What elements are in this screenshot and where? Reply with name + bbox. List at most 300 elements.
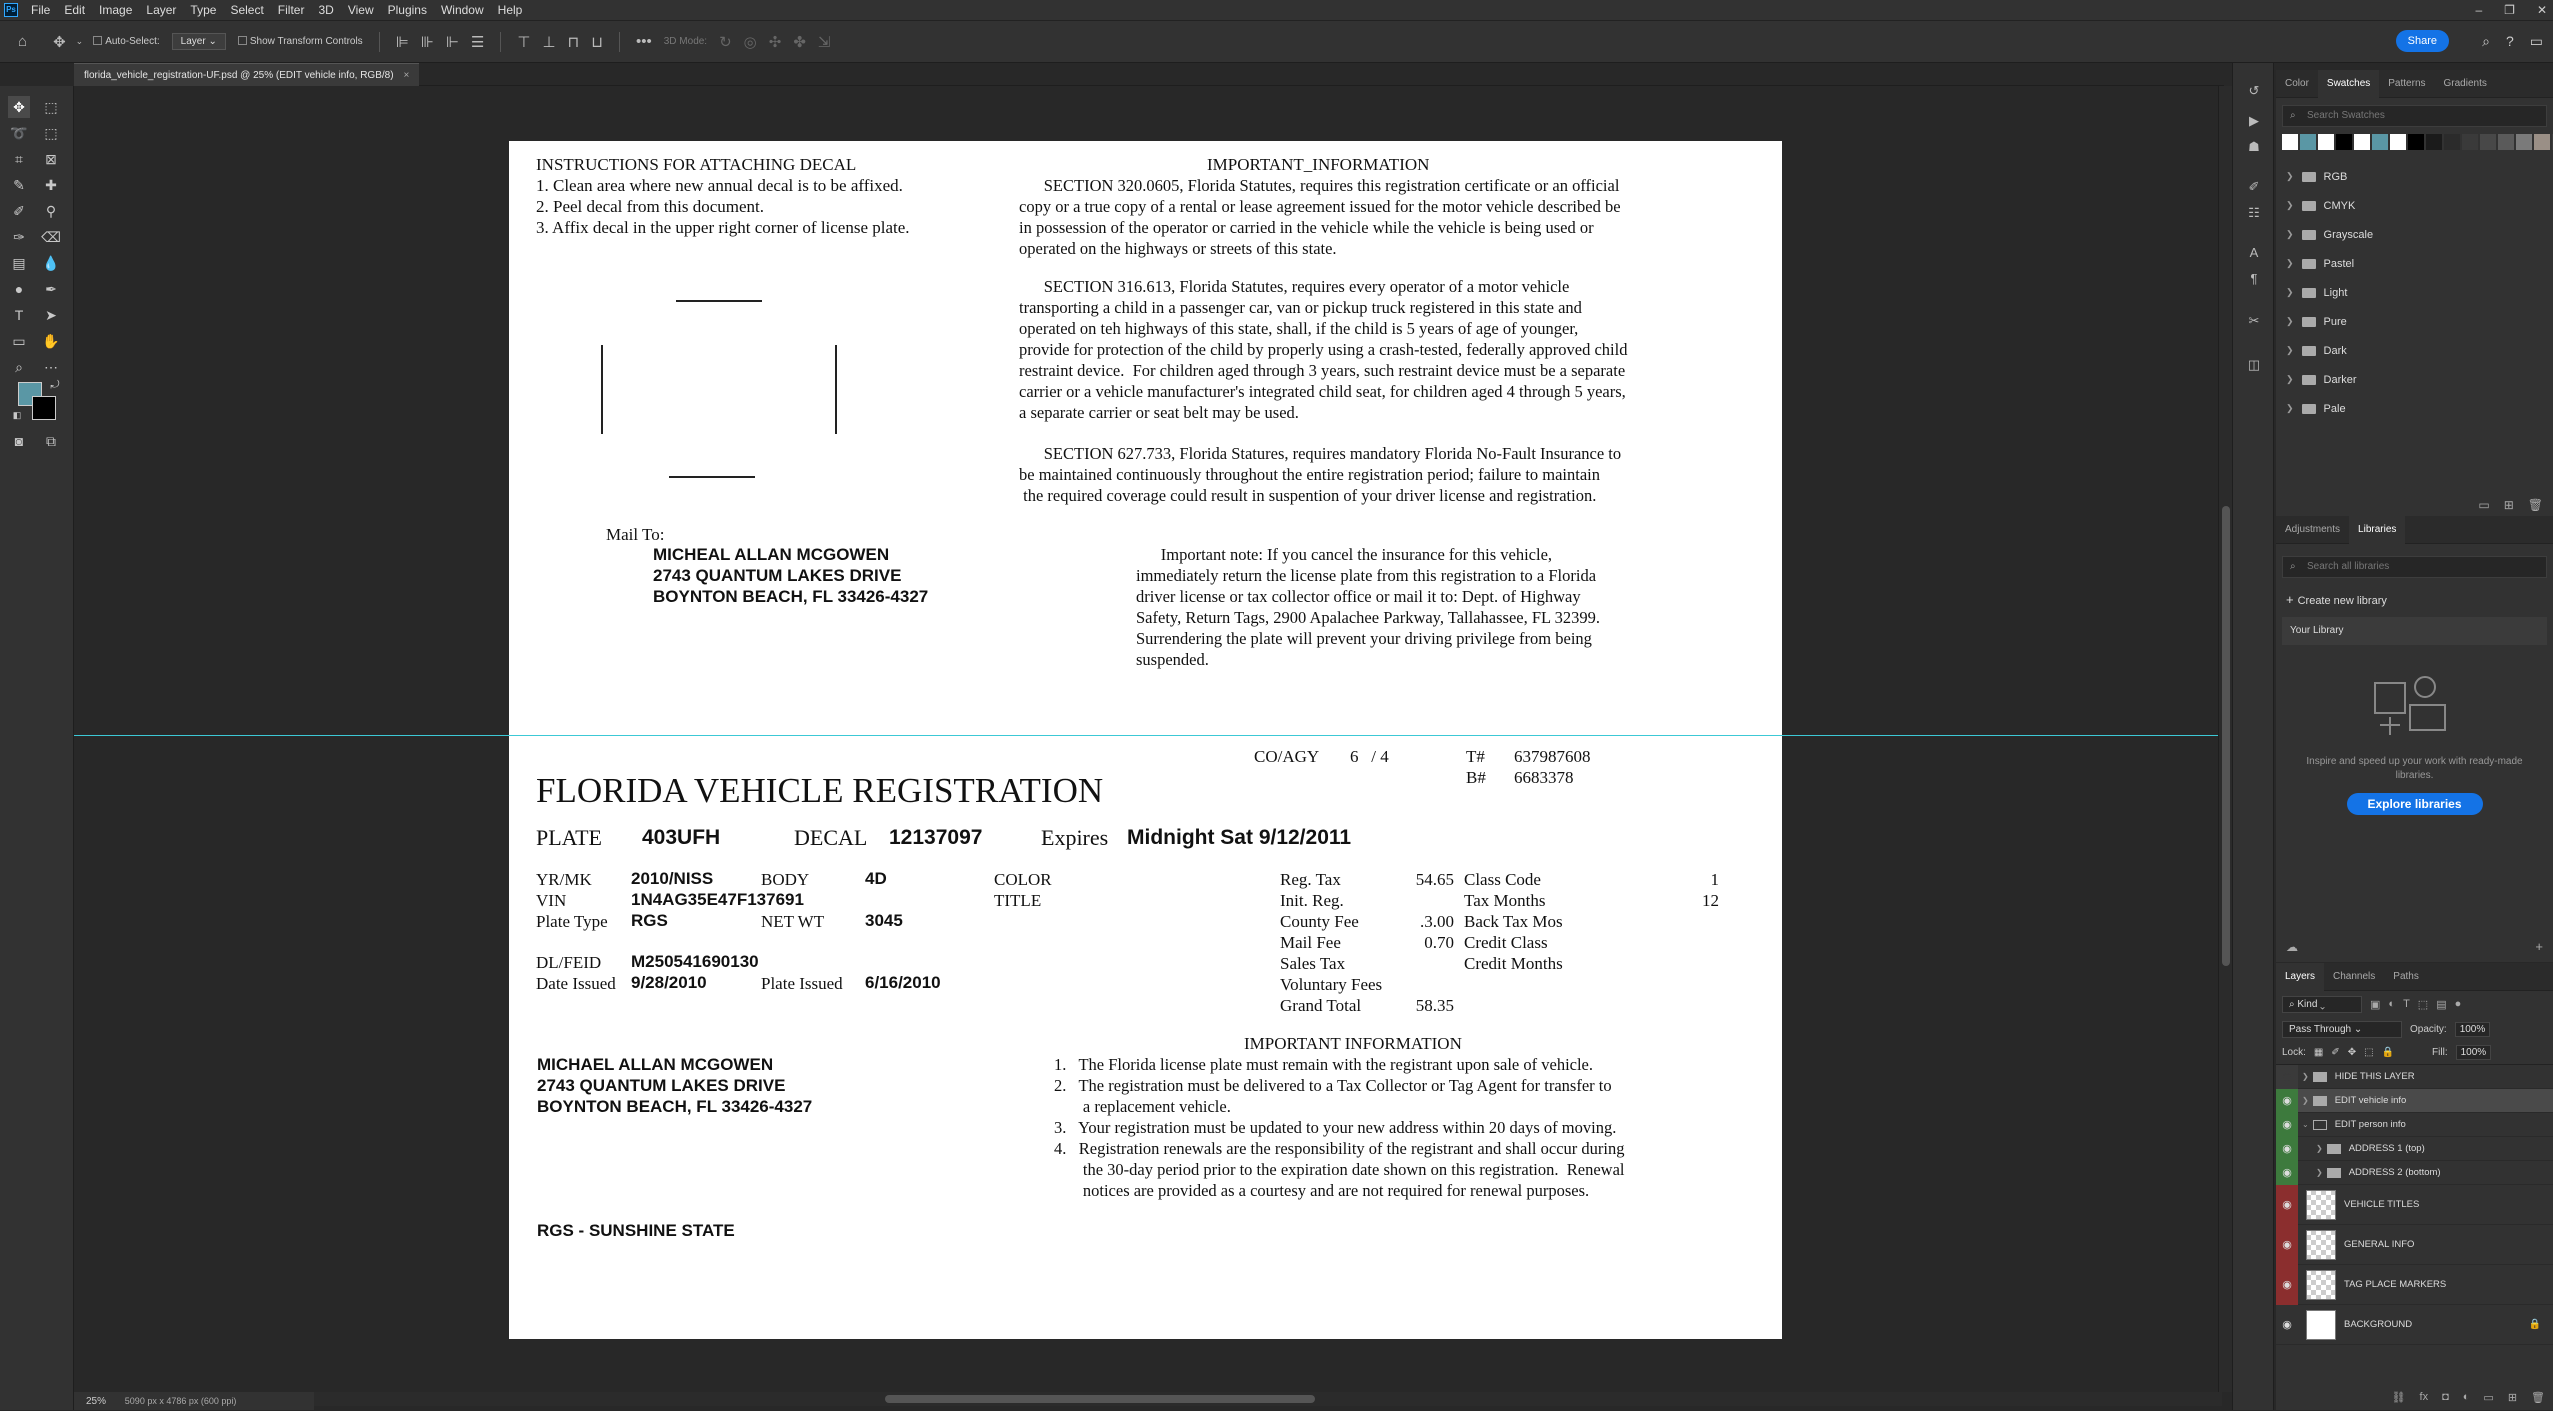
color-swatch[interactable] bbox=[2282, 134, 2298, 150]
chevron-right-icon: ❯ bbox=[2286, 287, 2294, 297]
folder-icon bbox=[2302, 230, 2316, 240]
cloud-icon[interactable]: ☁ bbox=[2286, 940, 2298, 954]
swatch-folder[interactable] bbox=[2276, 365, 2553, 394]
chevron-right-icon[interactable]: ❯ bbox=[2316, 1168, 2323, 1177]
dlfeid-label: DL/FEID bbox=[536, 953, 602, 972]
info-item: 2. The registration must be delivered to a Tax Collector or Tag Agent for transfer to a replacement vehicle. bbox=[1054, 1076, 1612, 1116]
color-swatch[interactable] bbox=[2354, 134, 2370, 150]
menu-layer[interactable]: Layer bbox=[146, 3, 177, 17]
layer-thumbnail bbox=[2306, 1230, 2336, 1260]
chevron-right-icon: ❯ bbox=[2286, 229, 2294, 239]
pen-tool-icon[interactable]: ✒ bbox=[45, 281, 57, 297]
chevron-right-icon: ❯ bbox=[2286, 403, 2294, 413]
menu-window[interactable]: Window bbox=[440, 3, 484, 17]
search-icon[interactable]: ⌕ bbox=[2482, 33, 2490, 49]
divider bbox=[619, 32, 620, 52]
3d-mode-label: 3D Mode: bbox=[663, 36, 708, 47]
owner-name: MICHAEL ALLAN MCGOWEN bbox=[537, 1055, 774, 1074]
divider bbox=[500, 32, 501, 52]
align-left-icon[interactable]: ⊫ bbox=[395, 33, 409, 51]
vertical-scroll-thumb[interactable] bbox=[2222, 506, 2230, 966]
fee-label: Init. Reg. bbox=[1280, 891, 1344, 910]
filter-type-icon[interactable]: T bbox=[2403, 998, 2410, 1010]
background-color-swatch[interactable] bbox=[32, 396, 56, 420]
tab-gradients[interactable]: Gradients bbox=[2443, 77, 2487, 89]
align-top-icon[interactable]: ⊤ bbox=[517, 33, 531, 51]
libraries-promo-text: Inspire and speed up your work with ready-made libraries. bbox=[2306, 756, 2523, 781]
adjustment-layer-icon[interactable]: ◐ bbox=[2462, 1391, 2470, 1403]
co-agy-label: CO/AGY bbox=[1254, 747, 1320, 766]
folder-icon bbox=[2302, 288, 2316, 298]
chevron-right-icon: ❯ bbox=[2286, 200, 2294, 210]
search-icon: ⌕ bbox=[2290, 110, 2296, 121]
folder-label: RGB bbox=[2323, 170, 2348, 183]
lock-transparent-icon[interactable]: ▦ bbox=[2313, 1047, 2324, 1058]
zoom-tool-icon[interactable]: ⌕ bbox=[15, 359, 23, 375]
decal-step: 2. Peel decal from this document. bbox=[536, 197, 765, 216]
show-transform-checkbox[interactable] bbox=[238, 36, 363, 47]
lasso-tool-icon[interactable]: ➰ bbox=[10, 125, 28, 141]
layer-thumbnail bbox=[2306, 1310, 2336, 1340]
info-item: 4. Registration renewals are the responsibility of the registrant and shall occur during the 30-day period prior to the expiration date shown on this registration. Renewal notices are provided as a courtesy and are not required for renewal purposes. bbox=[1054, 1139, 1625, 1200]
swatches-search-input[interactable] bbox=[2282, 105, 2547, 127]
layer-row[interactable] bbox=[2276, 1089, 2553, 1113]
decal-instructions-title: INSTRUCTIONS FOR ATTACHING DECAL bbox=[536, 155, 857, 174]
folder-open-icon bbox=[2313, 1120, 2327, 1130]
new-group-icon[interactable]: ▭ bbox=[2478, 498, 2490, 512]
color-swatch[interactable] bbox=[2408, 134, 2424, 150]
distribute-vertical-icon[interactable]: ⊔ bbox=[591, 33, 603, 51]
b-number-label: B# bbox=[1466, 768, 1486, 787]
pan-3d-icon[interactable]: ✣ bbox=[768, 33, 782, 51]
filter-shape-icon[interactable]: ⬚ bbox=[2417, 998, 2429, 1011]
important-info-title-bottom: IMPORTANT INFORMATION bbox=[1244, 1034, 1462, 1053]
link-layers-icon[interactable]: ⛓ bbox=[2391, 1392, 2406, 1404]
recent-swatches bbox=[2276, 134, 2553, 154]
create-library-button[interactable] bbox=[2286, 592, 2543, 607]
tab-channels[interactable]: Channels bbox=[2333, 970, 2376, 982]
frame-tool-icon[interactable]: ⊠ bbox=[45, 151, 57, 167]
folder-icon bbox=[2313, 1072, 2327, 1082]
visibility-icon[interactable]: ◉ bbox=[2276, 1185, 2298, 1225]
menu-view[interactable]: View bbox=[347, 3, 374, 17]
layers-panel bbox=[2276, 963, 2553, 1410]
layer-row[interactable] bbox=[2276, 1137, 2553, 1161]
layer-name: HIDE THIS LAYER bbox=[2334, 1071, 2415, 1082]
class-label: Back Tax Mos bbox=[1464, 912, 1563, 931]
mail-to-label: Mail To: bbox=[606, 525, 665, 544]
important-note-paragraph: Important note: If you cancel the insurance for this vehicle, immediately return the license plate from this registration to a Florida driver license or tax collector office or mail it to: Dept. of Highway Safety, Return Tags, 2900 Apalachee Parkway, Tallahassee, FL 32399. Surrendering the plate will prevent your driving privilege from being suspended. bbox=[1136, 545, 1601, 669]
auto-select-checkbox[interactable] bbox=[93, 36, 159, 47]
swatch-folder[interactable] bbox=[2276, 191, 2553, 220]
layer-row[interactable] bbox=[2276, 1265, 2553, 1305]
filter-pixel-icon[interactable]: ▣ bbox=[2370, 998, 2381, 1011]
mail-name: MICHEAL ALLAN MCGOWEN bbox=[653, 545, 890, 564]
decal-step: 1. Clean area where new annual decal is to be affixed. bbox=[536, 176, 903, 195]
tool-presets-icon[interactable]: ✂ bbox=[2248, 313, 2260, 328]
quick-mask-icon[interactable]: ◙ bbox=[14, 433, 24, 449]
yrmk-value: 2010/NISS bbox=[631, 869, 714, 888]
layer-row[interactable] bbox=[2276, 1305, 2553, 1345]
folder-label: Pastel bbox=[2323, 257, 2355, 270]
decal-label: DECAL bbox=[794, 825, 868, 850]
swatch-folder-list bbox=[2276, 162, 2553, 423]
folder-label: Grayscale bbox=[2323, 228, 2374, 241]
tab-libraries[interactable]: Libraries bbox=[2349, 516, 2405, 544]
filter-toggle-icon[interactable]: ● bbox=[2454, 998, 2462, 1010]
vin-value: 1N4AG35E47F137691 bbox=[631, 890, 804, 909]
eraser-tool-icon[interactable]: ⌫ bbox=[41, 229, 61, 245]
gradient-tool-icon[interactable]: ▤ bbox=[12, 255, 26, 271]
lock-artboard-icon[interactable]: ⬚ bbox=[2364, 1047, 2374, 1058]
swatch-folder[interactable] bbox=[2276, 394, 2553, 423]
default-colors-icon[interactable]: ◧ bbox=[12, 410, 22, 420]
help-icon[interactable]: ? bbox=[2505, 33, 2514, 49]
add-mask-icon[interactable]: ◘ bbox=[2442, 1391, 2449, 1403]
tag-marker-bottom bbox=[669, 476, 755, 478]
slide-3d-icon[interactable]: ✤ bbox=[793, 33, 806, 51]
scale-3d-icon[interactable]: ⇲ bbox=[817, 33, 831, 51]
dodge-tool-icon[interactable]: ● bbox=[14, 281, 24, 297]
layer-thumbnail bbox=[2306, 1190, 2336, 1220]
menu-type[interactable]: Type bbox=[190, 3, 217, 17]
section-627-paragraph: SECTION 627.733, Florida Statures, requires mandatory Florida No-Fault Insurance to be maintained continuously throughout the entire registration period; failure to maintain the required coverage could result in suspention of your driver license and registration. bbox=[1019, 444, 1622, 505]
edit-toolbar-icon[interactable]: ⋯ bbox=[44, 359, 58, 375]
layer-name: EDIT person info bbox=[2334, 1119, 2406, 1130]
rectangle-tool-icon[interactable]: ▭ bbox=[12, 333, 26, 349]
color-swatch[interactable] bbox=[2498, 134, 2514, 150]
layer-select-dropdown[interactable]: Layer ⌄ bbox=[172, 33, 226, 50]
libraries-search-input[interactable] bbox=[2282, 556, 2547, 578]
your-library-item[interactable]: Your Library bbox=[2282, 617, 2547, 645]
class-label: Credit Class bbox=[1464, 933, 1548, 952]
plate-issued-label: Plate Issued bbox=[761, 974, 843, 993]
photoshop-logo-icon[interactable]: Ps bbox=[4, 3, 18, 17]
swatch-folder[interactable] bbox=[2276, 307, 2553, 336]
layer-thumbnail bbox=[2306, 1270, 2336, 1300]
layer-row[interactable] bbox=[2276, 1185, 2553, 1225]
blend-mode-dropdown[interactable]: Pass Through ⌄ bbox=[2282, 1021, 2402, 1038]
swatches-panel bbox=[2276, 70, 2553, 520]
filter-smart-object-icon[interactable]: ▤ bbox=[2436, 998, 2447, 1011]
horizontal-scrollbar[interactable] bbox=[310, 1392, 2222, 1406]
tab-color[interactable]: Color bbox=[2285, 77, 2309, 89]
eyedropper-tool-icon[interactable]: ✎ bbox=[13, 177, 25, 193]
chevron-right-icon[interactable]: ❯ bbox=[2302, 1072, 2309, 1081]
brush-tool-icon[interactable]: ✐ bbox=[13, 203, 25, 219]
document-tab[interactable] bbox=[74, 63, 419, 86]
tab-adjustments[interactable]: Adjustments bbox=[2285, 523, 2341, 535]
lock-all-icon[interactable]: 🔒 bbox=[2381, 1047, 2395, 1058]
tab-swatches[interactable]: Swatches bbox=[2318, 70, 2379, 98]
filter-kind-value: Kind bbox=[2297, 998, 2318, 1010]
folder-label: Darker bbox=[2323, 373, 2357, 386]
new-layer-icon[interactable]: ⊞ bbox=[2507, 1392, 2518, 1404]
layer-select-value: Layer bbox=[180, 36, 206, 47]
libraries-illustration-icon bbox=[2370, 675, 2460, 745]
title-label: TITLE bbox=[994, 891, 1042, 910]
share-button[interactable]: Share bbox=[2396, 30, 2449, 52]
path-selection-tool-icon[interactable]: ➤ bbox=[45, 307, 57, 323]
opacity-input[interactable]: 100% bbox=[2455, 1022, 2491, 1037]
menu-3d[interactable]: 3D bbox=[318, 3, 334, 17]
date-issued-value: 9/28/2010 bbox=[631, 973, 707, 992]
properties-icon[interactable]: ☗ bbox=[2248, 139, 2260, 154]
fee-value: .3.00 bbox=[1420, 912, 1454, 931]
tag-marker-right bbox=[835, 345, 837, 434]
vertical-scrollbar[interactable] bbox=[2218, 86, 2232, 1392]
character-icon[interactable]: A bbox=[2249, 245, 2259, 260]
section-320-paragraph: SECTION 320.0605, Florida Statutes, requires this registration certificate or an official copy or a true copy of a rental or lease agreement issued for the motor vehicle described be in possession of the operator or carried in the vehicle while the vehicle is being used or operated on the highways or streets of this state. bbox=[1019, 176, 1621, 258]
expires-label: Expires bbox=[1041, 825, 1109, 850]
swatch-folder[interactable] bbox=[2276, 220, 2553, 249]
object-select-tool-icon[interactable]: ⬚ bbox=[44, 125, 58, 141]
opacity-label: Opacity: bbox=[2410, 1023, 2447, 1035]
swap-colors-icon[interactable]: ⤾ bbox=[50, 379, 60, 391]
swatch-folder[interactable] bbox=[2276, 249, 2553, 278]
decal-step: 3. Affix decal in the upper right corner of license plate. bbox=[536, 218, 910, 237]
type-tool-icon[interactable]: T bbox=[14, 307, 24, 323]
plate-issued-value: 6/16/2010 bbox=[865, 973, 941, 992]
menu-edit[interactable]: Edit bbox=[64, 3, 86, 17]
net-weight-value: 3045 bbox=[865, 911, 903, 930]
color-swatch[interactable] bbox=[2516, 134, 2532, 150]
color-swatch[interactable] bbox=[2318, 134, 2334, 150]
color-swatch[interactable] bbox=[2534, 134, 2550, 150]
lock-label: Lock: bbox=[2282, 1047, 2306, 1058]
visibility-icon[interactable]: ◉ bbox=[2276, 1113, 2298, 1137]
lock-image-icon[interactable]: ✐ bbox=[2331, 1047, 2340, 1058]
history-brush-tool-icon[interactable]: ✑ bbox=[13, 229, 25, 245]
create-library-label: Create new library bbox=[2297, 595, 2387, 607]
align-middle-icon[interactable]: ⊥ bbox=[542, 33, 556, 51]
brush-settings-icon[interactable]: ✐ bbox=[2248, 179, 2260, 194]
home-icon[interactable]: ⌂ bbox=[18, 33, 28, 50]
mail-street: 2743 QUANTUM LAKES DRIVE bbox=[653, 566, 902, 585]
horizontal-scroll-thumb[interactable] bbox=[885, 1395, 1315, 1403]
color-swatch[interactable] bbox=[2480, 134, 2496, 150]
menu-plugins[interactable]: Plugins bbox=[387, 3, 427, 17]
color-swatch[interactable] bbox=[2390, 134, 2406, 150]
color-swatch[interactable] bbox=[2444, 134, 2460, 150]
folder-icon bbox=[2302, 346, 2316, 356]
color-swatch[interactable] bbox=[2372, 134, 2388, 150]
paragraph-icon[interactable]: ¶ bbox=[2250, 271, 2258, 286]
visibility-icon[interactable]: ◉ bbox=[2282, 1318, 2292, 1331]
align-center-icon[interactable]: ⊪ bbox=[420, 33, 434, 51]
folder-label: Pale bbox=[2323, 402, 2346, 415]
filter-kind-dropdown[interactable]: ⌕ Kind ⌄ bbox=[2282, 996, 2362, 1013]
folder-label: CMYK bbox=[2323, 199, 2356, 212]
layer-name: TAG PLACE MARKERS bbox=[2344, 1279, 2447, 1290]
mail-city: BOYNTON BEACH, FL 33426-4327 bbox=[653, 587, 929, 606]
folder-icon bbox=[2327, 1168, 2341, 1178]
chevron-right-icon: ❯ bbox=[2286, 345, 2294, 355]
color-label: COLOR bbox=[994, 870, 1052, 889]
restore-icon[interactable]: ❐ bbox=[2504, 3, 2515, 17]
delete-layer-icon[interactable]: 🗑 bbox=[2531, 1392, 2545, 1404]
color-swatch[interactable] bbox=[2462, 134, 2478, 150]
folder-label: Dark bbox=[2323, 344, 2347, 357]
hand-tool-icon[interactable]: ✋ bbox=[42, 333, 60, 349]
layer-list bbox=[2276, 1065, 2553, 1345]
new-group-icon[interactable]: ▭ bbox=[2483, 1392, 2494, 1404]
chevron-right-icon: ❯ bbox=[2286, 171, 2294, 181]
filter-adjustment-icon[interactable]: ◐ bbox=[2388, 998, 2396, 1010]
folder-label: Pure bbox=[2323, 315, 2347, 328]
move-tool-icon[interactable]: ✥ bbox=[53, 33, 66, 51]
visibility-icon[interactable]: ◉ bbox=[2276, 1161, 2298, 1185]
tab-layers[interactable]: Layers bbox=[2276, 963, 2324, 991]
decal-value: 12137097 bbox=[889, 826, 983, 849]
distribute-icon[interactable]: ☰ bbox=[470, 33, 485, 51]
vin-label: VIN bbox=[536, 891, 567, 910]
color-swatch[interactable] bbox=[2300, 134, 2316, 150]
menu-help[interactable]: Help bbox=[497, 3, 523, 17]
tools-panel bbox=[0, 86, 74, 1410]
tag-marker-top bbox=[676, 300, 762, 302]
t-number-label: T# bbox=[1466, 747, 1485, 766]
fill-input[interactable]: 100% bbox=[2456, 1045, 2492, 1060]
new-swatch-icon[interactable]: ⊞ bbox=[2503, 498, 2514, 512]
layer-name: ADDRESS 2 (bottom) bbox=[2348, 1167, 2441, 1178]
status-bar bbox=[74, 1392, 314, 1410]
color-swatch[interactable] bbox=[2426, 134, 2442, 150]
class-label: Tax Months bbox=[1464, 891, 1546, 910]
expires-value: Midnight Sat 9/12/2011 bbox=[1127, 826, 1352, 849]
clone-stamp-tool-icon[interactable]: ⚲ bbox=[45, 203, 57, 219]
t-number-value: 637987608 bbox=[1514, 747, 1591, 766]
workspace-icon[interactable]: ▭ bbox=[2529, 33, 2543, 49]
close-tab-icon[interactable]: × bbox=[403, 70, 410, 81]
layer-row[interactable] bbox=[2276, 1065, 2553, 1089]
chevron-right-icon[interactable]: ❯ bbox=[2302, 1096, 2309, 1105]
layer-row[interactable] bbox=[2276, 1225, 2553, 1265]
minimize-icon[interactable]: – bbox=[2475, 3, 2483, 17]
collapsed-panels-strip bbox=[2232, 63, 2274, 1410]
class-label: Class Code bbox=[1464, 870, 1541, 889]
zoom-level[interactable]: 25% bbox=[86, 1396, 107, 1407]
fee-label: Mail Fee bbox=[1280, 933, 1341, 952]
more-options-icon[interactable]: ••• bbox=[635, 33, 652, 50]
history-icon[interactable]: ↺ bbox=[2248, 83, 2260, 98]
swatch-folder[interactable] bbox=[2276, 336, 2553, 365]
chevron-down-icon[interactable]: ⌄ bbox=[2302, 1120, 2309, 1129]
fee-label: Sales Tax bbox=[1280, 954, 1346, 973]
chevron-down-icon[interactable]: ⌄ bbox=[75, 36, 84, 46]
swatch-folder[interactable] bbox=[2276, 278, 2553, 307]
menu-file[interactable]: File bbox=[31, 3, 51, 17]
yrmk-label: YR/MK bbox=[536, 870, 592, 889]
chevron-right-icon: ❯ bbox=[2286, 258, 2294, 268]
tab-paths[interactable]: Paths bbox=[2393, 970, 2419, 982]
b-number-value: 6683378 bbox=[1514, 768, 1574, 787]
folder-icon bbox=[2302, 172, 2316, 182]
swatches-search-placeholder: Search Swatches bbox=[2307, 110, 2385, 121]
info-item: 3. Your registration must be updated to your new address within 20 days of moving. bbox=[1054, 1118, 1617, 1137]
roll-3d-icon[interactable]: ◎ bbox=[743, 33, 757, 51]
fee-value: 54.65 bbox=[1415, 870, 1454, 889]
delete-icon[interactable]: 🗑 bbox=[2527, 498, 2543, 512]
actions-icon[interactable]: ▶ bbox=[2249, 113, 2259, 128]
body-value: 4D bbox=[865, 869, 887, 888]
visibility-icon[interactable]: ◉ bbox=[2276, 1089, 2298, 1113]
menu-select[interactable]: Select bbox=[230, 3, 264, 17]
document-tab-bar bbox=[74, 63, 2224, 86]
chevron-right-icon[interactable]: ❯ bbox=[2316, 1144, 2323, 1153]
net-weight-label: NET WT bbox=[761, 912, 825, 931]
visibility-icon[interactable]: ◉ bbox=[2276, 1225, 2298, 1265]
orbit-3d-icon[interactable]: ↻ bbox=[719, 33, 732, 51]
menu-filter[interactable]: Filter bbox=[277, 3, 305, 17]
layer-row[interactable] bbox=[2276, 1161, 2553, 1185]
horizontal-guide[interactable] bbox=[74, 735, 2222, 736]
layer-comps-icon[interactable]: ◫ bbox=[2247, 357, 2261, 372]
close-icon[interactable]: ✕ bbox=[2536, 3, 2547, 17]
grand-total-label: Grand Total bbox=[1280, 996, 1362, 1015]
align-bottom-icon[interactable]: ⊓ bbox=[567, 33, 580, 51]
dlfeid-value: M250541690130 bbox=[631, 952, 759, 971]
menu-bar bbox=[0, 0, 2553, 20]
libraries-panel bbox=[2276, 516, 2553, 962]
layer-style-icon[interactable]: fx bbox=[2419, 1391, 2429, 1403]
visibility-icon[interactable]: ◉ bbox=[2276, 1065, 2298, 1089]
fee-label: Reg. Tax bbox=[1280, 870, 1341, 889]
fee-value: 0.70 bbox=[1424, 933, 1454, 952]
tag-marker-left bbox=[601, 345, 603, 434]
crop-tool-icon[interactable]: ⌗ bbox=[15, 151, 23, 167]
search-icon: ⌕ bbox=[2290, 561, 2296, 572]
color-swatch[interactable] bbox=[2336, 134, 2352, 150]
layer-name: EDIT vehicle info bbox=[2334, 1095, 2407, 1106]
folder-icon bbox=[2302, 404, 2316, 414]
folder-icon bbox=[2313, 1096, 2327, 1106]
layer-name: ADDRESS 1 (top) bbox=[2348, 1143, 2425, 1154]
class-value: 1 bbox=[1710, 870, 1719, 889]
move-tool-icon[interactable]: ✥ bbox=[8, 96, 30, 118]
tab-patterns[interactable]: Patterns bbox=[2388, 77, 2426, 89]
explore-libraries-button[interactable]: Explore libraries bbox=[2347, 793, 2483, 815]
date-issued-label: Date Issued bbox=[536, 974, 616, 993]
healing-brush-tool-icon[interactable]: ✚ bbox=[45, 177, 57, 193]
folder-icon bbox=[2302, 375, 2316, 385]
blur-tool-icon[interactable]: 💧 bbox=[42, 255, 60, 271]
fee-label: County Fee bbox=[1280, 912, 1359, 931]
blend-mode-value: Pass Through bbox=[2289, 1023, 2352, 1035]
grand-total-value: 58.35 bbox=[1415, 996, 1454, 1015]
visibility-icon[interactable]: ◉ bbox=[2276, 1137, 2298, 1161]
visibility-icon[interactable]: ◉ bbox=[2276, 1265, 2298, 1305]
screen-mode-icon[interactable]: ⧉ bbox=[46, 433, 56, 449]
align-right-icon[interactable]: ⊩ bbox=[445, 33, 459, 51]
document-canvas[interactable] bbox=[509, 141, 1782, 1339]
info-item: 1. The Florida license plate must remain with the registrant upon sale of vehicle. bbox=[1054, 1055, 1594, 1074]
section-316-paragraph: SECTION 316.613, Florida Statutes, requires every operator of a motor vehicle transporting a child in a passenger car, van or pickup truck registered in this state and operated on teh highways of this state, shall, if the child is 5 years of age of younger, provide for protection of the child by properly using a crash-tested, federally approved child restraint device. For children aged through 3 years, such restraint device must be a separate carrier or a vehicle manufacturer's integrated child seat, for children aged 4 through 5 years, a separate carrier or seat belt may be used. bbox=[1019, 277, 1628, 422]
search-icon: ⌕ bbox=[2289, 998, 2295, 1010]
chevron-right-icon: ❯ bbox=[2286, 374, 2294, 384]
marquee-tool-icon[interactable]: ⬚ bbox=[44, 99, 58, 115]
adjustment-sliders-icon[interactable]: ☷ bbox=[2248, 205, 2260, 220]
lock-position-icon[interactable]: ✥ bbox=[2347, 1047, 2357, 1058]
plate-value: 403UFH bbox=[642, 826, 721, 849]
owner-city: BOYNTON BEACH, FL 33426-4327 bbox=[537, 1097, 813, 1116]
layer-row[interactable] bbox=[2276, 1113, 2553, 1137]
chevron-right-icon: ❯ bbox=[2286, 316, 2294, 326]
add-element-icon[interactable]: + bbox=[2535, 939, 2543, 954]
menu-image[interactable]: Image bbox=[99, 3, 133, 17]
swatch-folder[interactable] bbox=[2276, 162, 2553, 191]
show-transform-label: Show Transform Controls bbox=[249, 36, 363, 47]
